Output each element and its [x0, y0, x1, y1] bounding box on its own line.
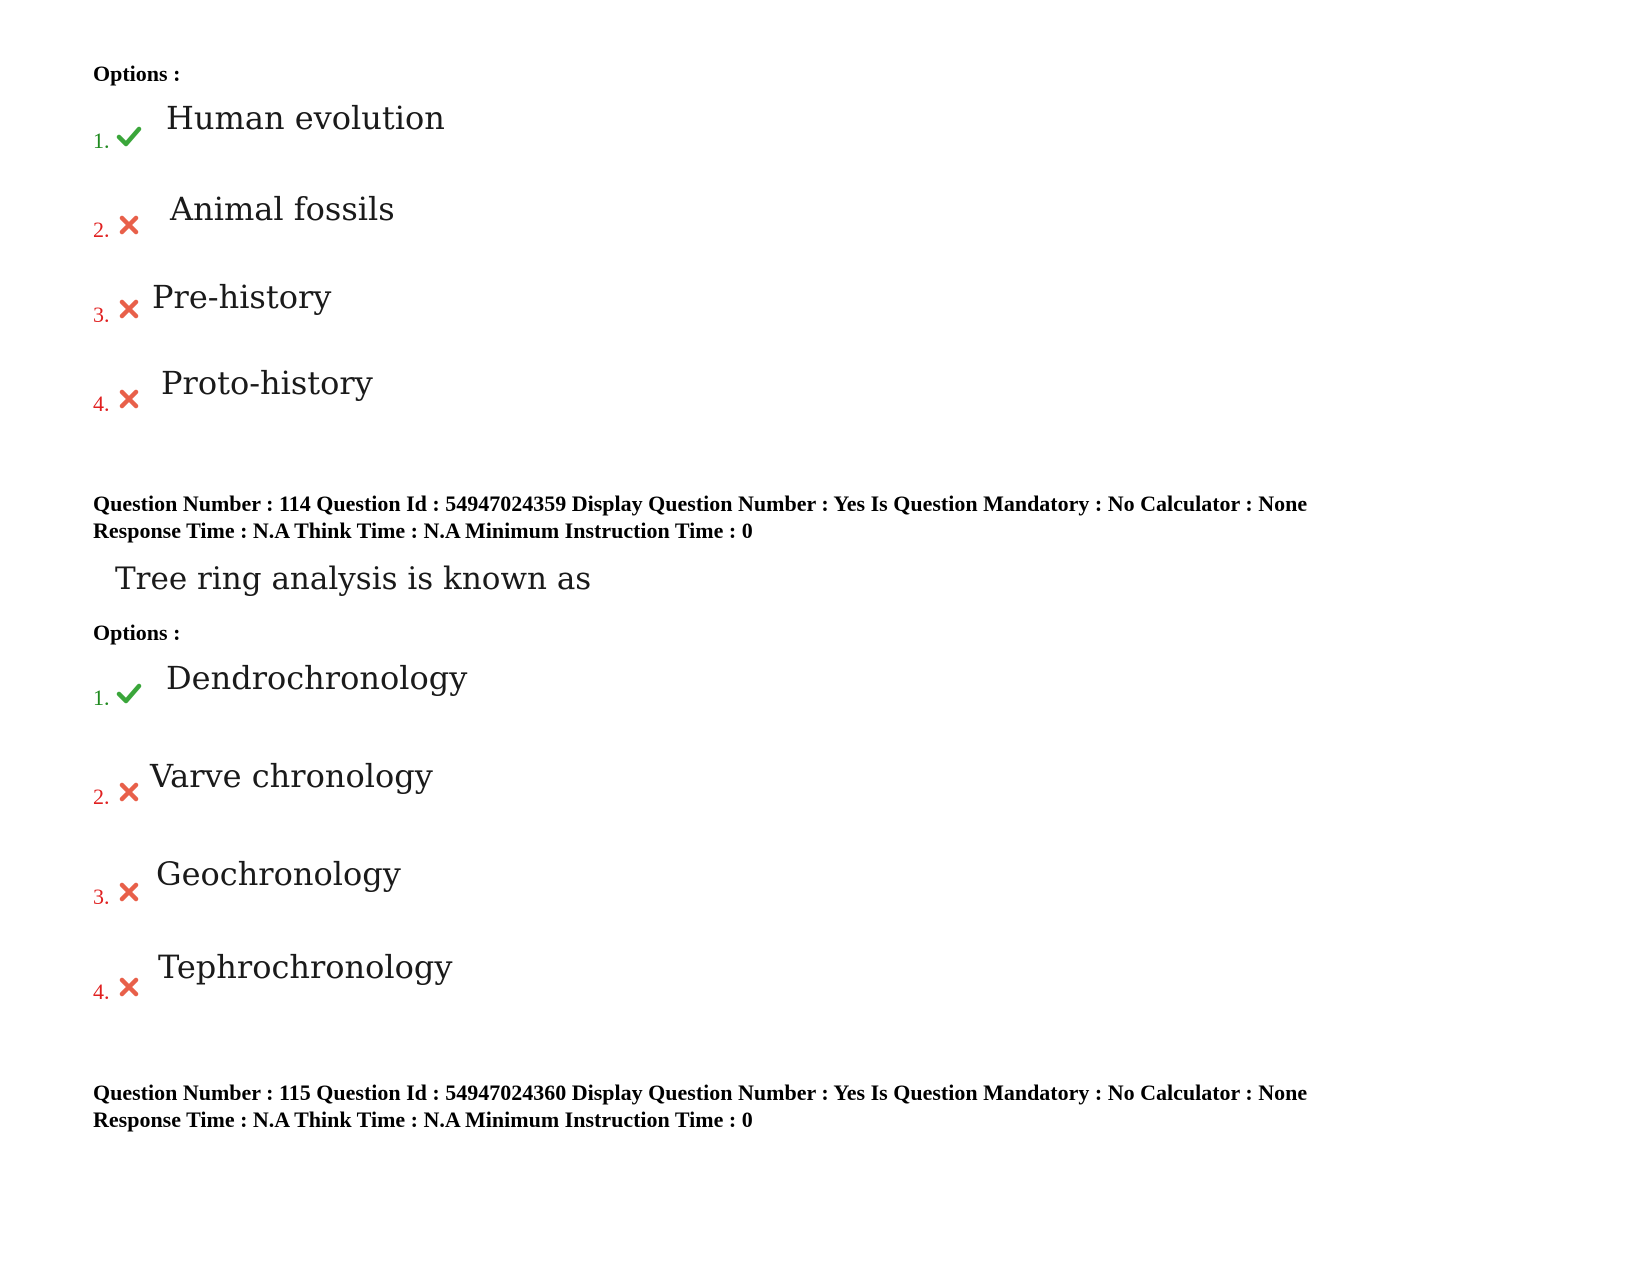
option-number: 1. [93, 685, 110, 710]
options-label: Options : [93, 620, 181, 645]
question-meta-line1: Question Number : 114 Question Id : 54947024359 Display Question Number : Yes Is Question Mandatory : No Calculator : None [93, 491, 1308, 516]
cross-icon [116, 879, 142, 905]
cross-icon [116, 779, 142, 805]
option-number: 4. [93, 979, 110, 1004]
option-text: Proto-history [161, 364, 373, 402]
check-icon [116, 123, 142, 149]
option-text: Tephrochronology [158, 948, 453, 986]
option-number: 2. [93, 217, 110, 242]
question-text: Tree ring analysis is known as [115, 561, 592, 597]
option-number: 4. [93, 391, 110, 416]
cross-icon [116, 212, 142, 238]
question-meta-line2: Response Time : N.A Think Time : N.A Minimum Instruction Time : 0 [93, 518, 753, 543]
option-text: Varve chronology [150, 757, 433, 795]
options-label: Options : [93, 61, 181, 86]
option-text: Pre-history [152, 278, 332, 316]
option-number: 1. [93, 128, 110, 153]
option-number: 3. [93, 884, 110, 909]
option-number: 2. [93, 784, 110, 809]
cross-icon [116, 974, 142, 1000]
check-icon [116, 680, 142, 706]
option-text: Dendrochronology [166, 659, 468, 697]
cross-icon [116, 386, 142, 412]
option-text: Human evolution [166, 99, 445, 137]
question-meta-line2: Response Time : N.A Think Time : N.A Minimum Instruction Time : 0 [93, 1107, 753, 1132]
cross-icon [116, 296, 142, 322]
option-text: Animal fossils [170, 190, 395, 228]
question-meta-line1: Question Number : 115 Question Id : 54947024360 Display Question Number : Yes Is Question Mandatory : No Calculator : None [93, 1080, 1308, 1105]
option-text: Geochronology [156, 855, 401, 893]
option-number: 3. [93, 302, 110, 327]
